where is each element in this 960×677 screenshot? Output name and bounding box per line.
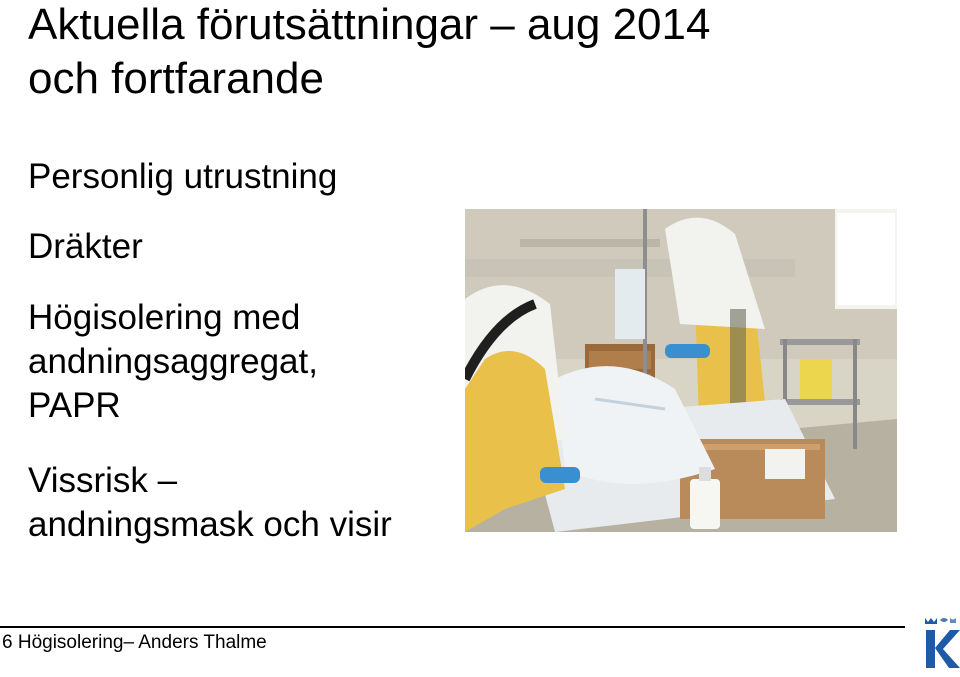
- footer-text: 6 Högisolering– Anders Thalme: [2, 632, 267, 653]
- isolation-room-photo: [465, 209, 897, 532]
- bullet-text: Dräkter: [28, 227, 143, 266]
- bullet-text: Högisolering med: [28, 298, 301, 337]
- karolinska-k-logo: [916, 614, 960, 672]
- slide-title: [28, 0, 928, 106]
- bullet-personal-equipment: [28, 155, 458, 199]
- footer-divider: [0, 626, 905, 628]
- bullet-high-isolation: [28, 296, 458, 428]
- bullet-suits: [28, 225, 458, 269]
- bullet-text: Vissrisk –: [28, 461, 178, 500]
- bullet-text: andningsaggregat,: [28, 342, 318, 381]
- photo-illustration: [465, 209, 897, 532]
- logo-icon: [916, 614, 960, 672]
- title-line-2: och fortfarande: [28, 54, 324, 103]
- title-line-1: Aktuella förutsättningar – aug 2014: [28, 0, 711, 49]
- bullet-text: andningsmask och visir: [28, 505, 392, 544]
- bullet-text: Personlig utrustning: [28, 157, 338, 196]
- bullet-some-risk: [28, 459, 458, 547]
- bullet-text: PAPR: [28, 386, 121, 425]
